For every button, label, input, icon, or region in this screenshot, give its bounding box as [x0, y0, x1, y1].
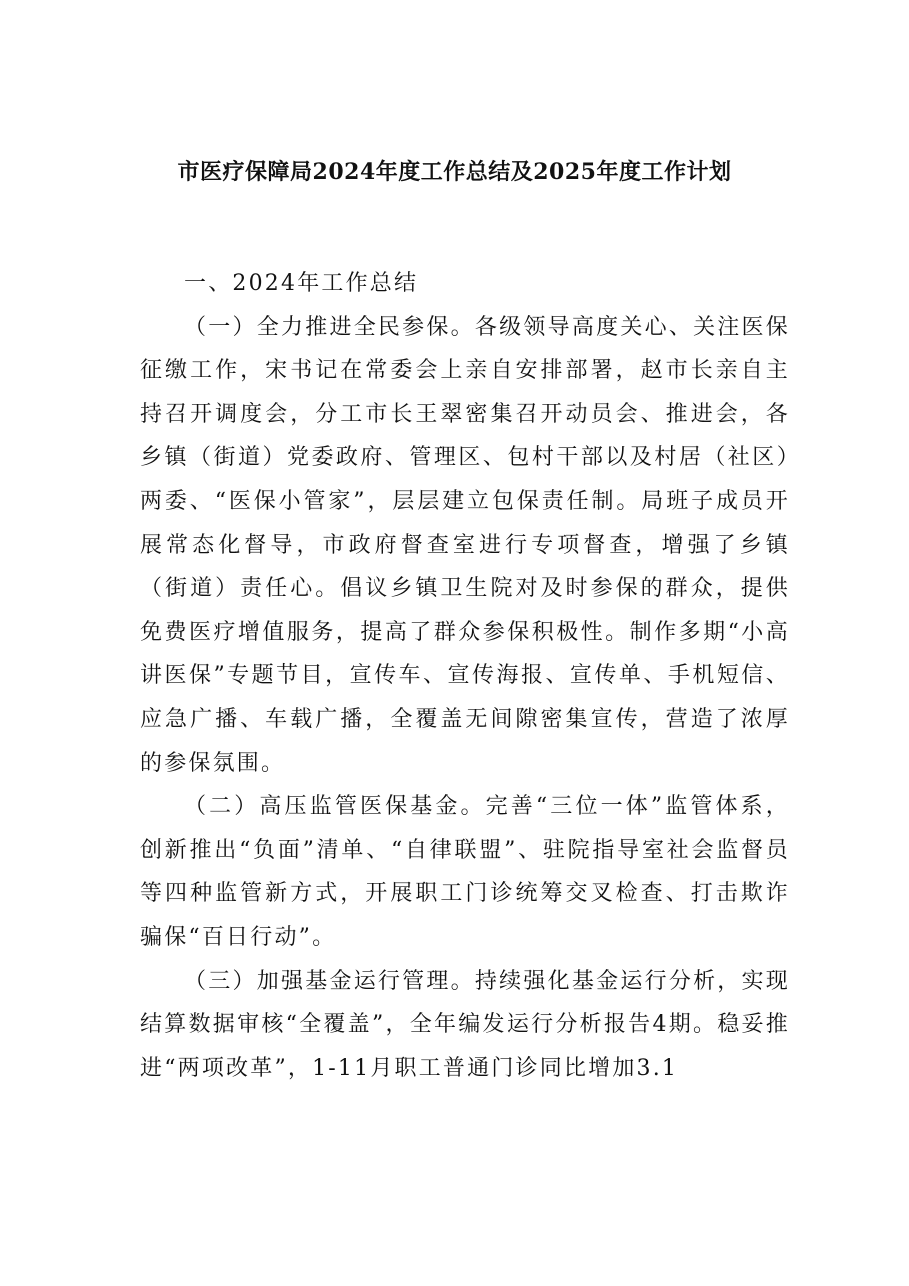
document-title: 市医疗保障局2024年度工作总结及2025年度工作计划 — [177, 159, 732, 185]
paragraph-1: （一）全力推进全民参保。各级领导高度关心、关注医保征缴工作，宋书记在常委会上亲自安排部署，赵市长亲自主持召开调度会，分工市长王翠密集召开动员会、推进会，各乡镇（街道）党委政府、管理区、包村干部以及村居（社区）两委、“医保小管家”，层层建立包保责任制。局班子成员开展常态化督导，市政府督查室进行专项督查，增强了乡镇（街道）责任心。倡议乡镇卫生院对及时参保的群众，提供免费医疗增值服务，提高了群众参保积极性。制作多期“小高讲医保”专题节目，宣传车、宣传海报、宣传单、手机短信、应急广播、车载广播，全覆盖无间隙密集宣传，营造了浓厚的参保氛围。 — [140, 314, 790, 776]
paragraph-2: （二）高压监管医保基金。完善“三位一体”监管体系，创新推出“负面”清单、“自律联盟”、驻院指导室社会监督员等四种监管新方式，开展职工门诊统筹交叉检查、打击欺诈骗保“百日行动”。 — [140, 794, 790, 950]
paragraph-3: （三）加强基金运行管理。持续强化基金运行分析，实现结算数据审核“全覆盖”，全年编发运行分析报告4期。稳妥推进“两项改革”，1-11月职工普通门诊同比增加3.1 — [140, 968, 790, 1081]
document-body — [140, 262, 790, 1090]
section-heading: 一、2024年工作总结 — [184, 271, 419, 296]
